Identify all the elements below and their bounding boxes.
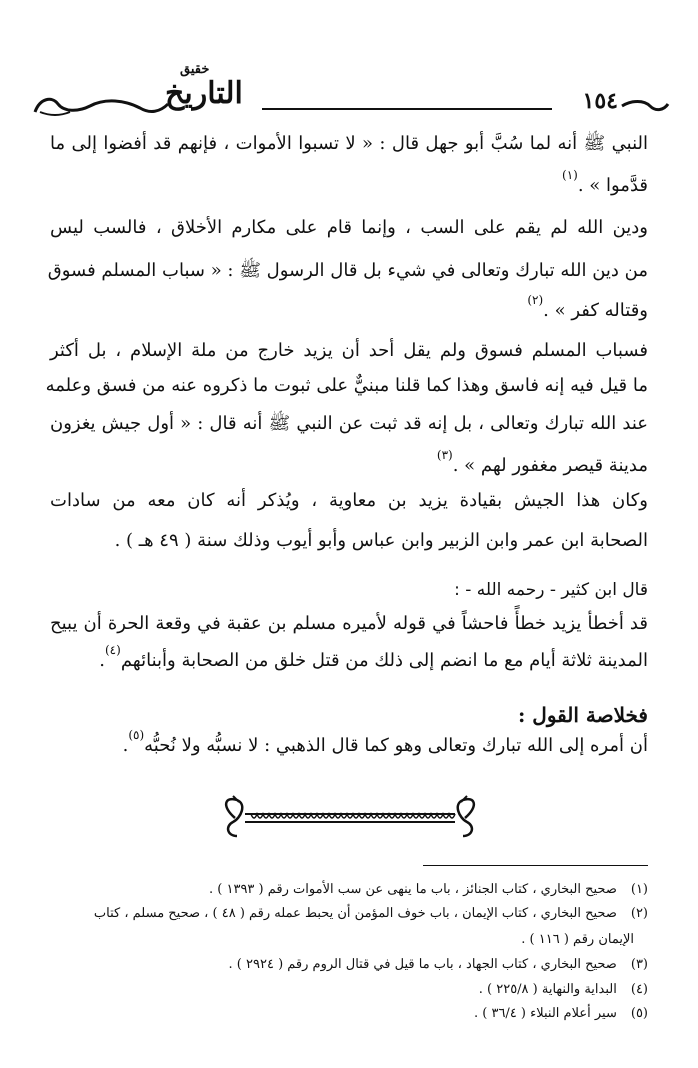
footnote-text: الإيمان رقم ( ١١٦ ) . [521,932,634,947]
footnote-text: سير أعلام النبلاء ( ٣٦/٤ ) . [474,1006,617,1021]
footnote-rule [423,865,648,866]
footnote-number: (٤) [630,982,648,997]
text-span: مدينة قيصر مغفور لهم » . [452,455,648,476]
text-line [436,448,648,480]
subheading: قال ابن كثير - رحمه الله - : [454,580,648,600]
book-title: التاريخ [165,76,243,111]
book-title-small: خقيق [180,62,210,77]
text-line [122,728,648,760]
footnote [521,930,648,950]
text-line: فسباب المسلم فسوق ولم يقل أحد أن يزيد خارج من ملة الإسلام ، بل أكثر [50,340,648,361]
text-line: ما قيل فيه إنه فاسق وهذا كما قلنا مبنيٌّ على ثبوت ما ذكروه عنه من فسق وعلمه [45,375,648,396]
footnote-text: صحيح البخاري ، كتاب الإيمان ، باب خوف المؤمن أن يحبط عمله رقم ( ٤٨ ) ، صحيح مسلم ، كتاب [93,906,617,921]
footnote-text: صحيح البخاري ، كتاب الجنائز ، باب ما ينهى عن سب الأموات رقم ( ١٣٩٣ ) . [209,882,617,897]
section-heading: فخلاصة القول : [517,703,648,727]
footnote-number: (٣) [630,957,648,972]
page-number-flourish-icon [620,96,670,116]
text-line: ودين الله لم يقم على السب ، وإنما قام على مكارم الأخلاق ، فالسب ليس [50,217,648,238]
text-span: المدينة ثلاثة أيام مع ما انضم إلى ذلك من قتل خلق من الصحابة وأبنائهم [120,650,648,671]
text-line [562,168,648,200]
footnote-ref: (٥) [128,728,145,742]
text-span: . [99,650,105,671]
footnote-number: (١) [630,882,648,897]
footnote [209,880,648,900]
footnote [474,1004,648,1024]
footnote-ref: (١) [562,168,578,182]
text-line: النبي ﷺ أنه لما سُبَّ أبو جهل قال : « لا تسبوا الأموات ، فإنهم قد أفضوا إلى ما [50,133,648,154]
text-line: من دين الله تبارك وتعالى في شيء بل قال الرسول ﷺ : « سباب المسلم فسوق [47,260,648,281]
text-line [527,293,648,325]
text-line: وكان هذا الجيش بقيادة يزيد بن معاوية ، ويُذكر أنه كان معه من سادات [50,490,648,511]
footnote [94,904,648,924]
footnote-ref: (٤) [104,643,121,657]
text-span: . [122,735,129,756]
footnote-number: (٢) [630,906,648,921]
page-header [30,62,670,126]
header-rule [262,108,552,110]
footnote [229,955,648,975]
title-flourish-icon [30,90,170,120]
text-line: قد أخطأ يزيد خطأً فاحشاً في قوله لأميره مسلم بن عقبة في وقعة الحرة أن يبيح [50,613,648,634]
text-line: الصحابة ابن عمر وابن الزبير وابن عباس وأبو أيوب وذلك سنة ( ٤٩ هـ ) . [114,530,648,551]
text-span: وقتاله كفر » . [543,300,648,321]
footnote-ref: (٣) [436,448,453,462]
footnote-number: (٥) [630,1006,648,1021]
text-span: أن أمره إلى الله تبارك وتعالى وهو كما قال الذهبي : لا نسبُّه ولا نُحبُّه [144,735,648,756]
ornament-divider-icon [215,792,485,844]
text-line: عند الله تبارك وتعالى ، بل إنه قد ثبت عن النبي ﷺ أنه قال : « أول جيش يغزون [50,413,648,434]
footnote [479,980,648,1000]
footnote-text: البداية والنهاية ( ٢٢٥/٨ ) . [478,982,617,997]
page-number: ١٥٤ [582,88,618,114]
text-span: قدَّموا » . [577,175,648,196]
text-line [99,643,648,675]
footnote-ref: (٢) [527,293,544,307]
footnote-text: صحيح البخاري ، كتاب الجهاد ، باب ما قيل في قتال الروم رقم ( ٢٩٢٤ ) . [228,957,617,972]
